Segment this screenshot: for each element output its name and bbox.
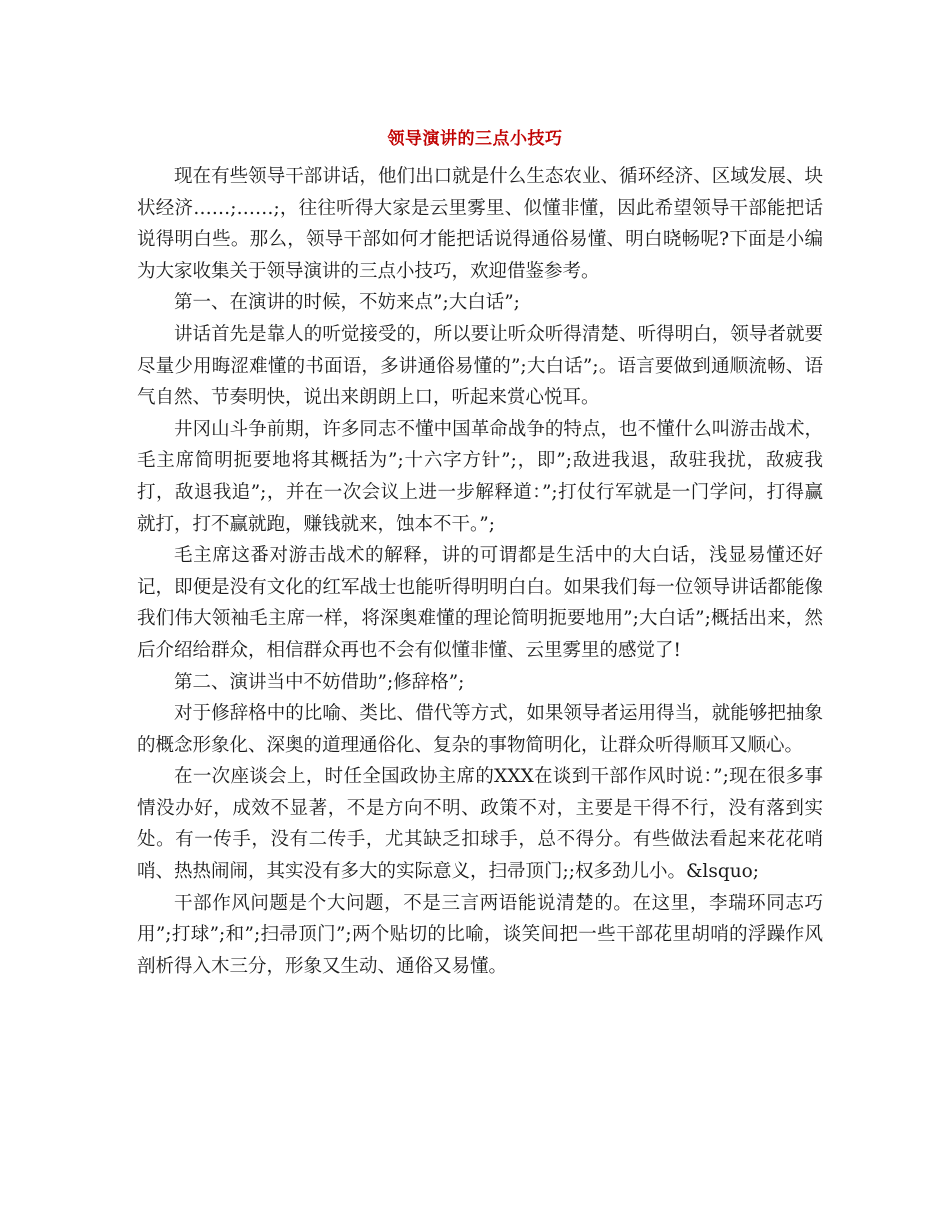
paragraph: 毛主席这番对游击战术的解释，讲的可谓都是生活中的大白话，浅显易懂还好记，即便是没有文化的红军战士也能听得明明白白。如果我们每一位领导讲话都能像我们伟大领袖毛主席一样，将深奥难懂的理论简明扼要地用”;大白话”;概括出来，然后介绍给群众，相信群众再也不会有似懂非懂、云里雾里的感觉了! xyxy=(137,545,823,661)
document-body xyxy=(137,161,823,982)
paragraph: 井冈山斗争前期，许多同志不懂中国革命战争的特点，也不懂什么叫游击战术，毛主席简明扼要地将其概括为”;十六字方针”;，即”;敌进我退，敌驻我扰，敌疲我打，敌退我追”;，并在一次会议上进一步解释道：”;打仗行军就是一门学问，打得赢就打，打不赢就跑，赚钱就来，蚀本不干。”; xyxy=(137,418,823,535)
document-title: 领导演讲的三点小技巧 xyxy=(387,129,563,149)
paragraph: 现在有些领导干部讲话，他们出口就是什么生态农业、循环经济、区域发展、块状经济……;……;，往往听得大家是云里雾里、似懂非懂，因此希望领导干部能把话说得明白些。那么，领导干部如何才能把话说得通俗易懂、明白晓畅呢?下面是小编为大家收集关于领导演讲的三点小技巧，欢迎借鉴参考。 xyxy=(137,166,823,282)
paragraph: 讲话首先是靠人的听觉接受的，所以要让听众听得清楚、听得明白，领导者就要尽量少用晦涩难懂的书面语，多讲通俗易懂的”;大白话”;。语言要做到通顺流畅、语气自然、节奏明快，说出来朗朗上口，听起来赏心悦耳。 xyxy=(137,323,823,409)
paragraph: 第一、在演讲的时候，不妨来点”;大白话”; xyxy=(174,292,520,314)
paragraph: 在一次座谈会上，时任全国政协主席的XXX在谈到干部作风时说：”;现在很多事情没办好，成效不显著，不是方向不明、政策不对，主要是干得不行，没有落到实处。有一传手，没有二传手，尤其缺乏扣球手，总不得分。有些做法看起来花花哨哨、热热闹闹，其实没有多大的实际意义，扫帚顶门;;权多劲儿小。&lsquo; xyxy=(137,766,823,883)
paragraph: 干部作风问题是个大问题，不是三言两语能说清楚的。在这里，李瑞环同志巧用”;打球”;和”;扫帚顶门”;两个贴切的比喻，谈笑间把一些干部花里胡哨的浮躁作风剖析得入木三分，形象又生动、通俗又易懂。 xyxy=(137,892,823,977)
paragraph: 第二、演讲当中不妨借助”;修辞格”; xyxy=(174,671,465,693)
paragraph: 对于修辞格中的比喻、类比、借代等方式，如果领导者运用得当，就能够把抽象的概念形象化、深奥的道理通俗化、复杂的事物简明化，让群众听得顺耳又顺心。 xyxy=(137,703,823,756)
